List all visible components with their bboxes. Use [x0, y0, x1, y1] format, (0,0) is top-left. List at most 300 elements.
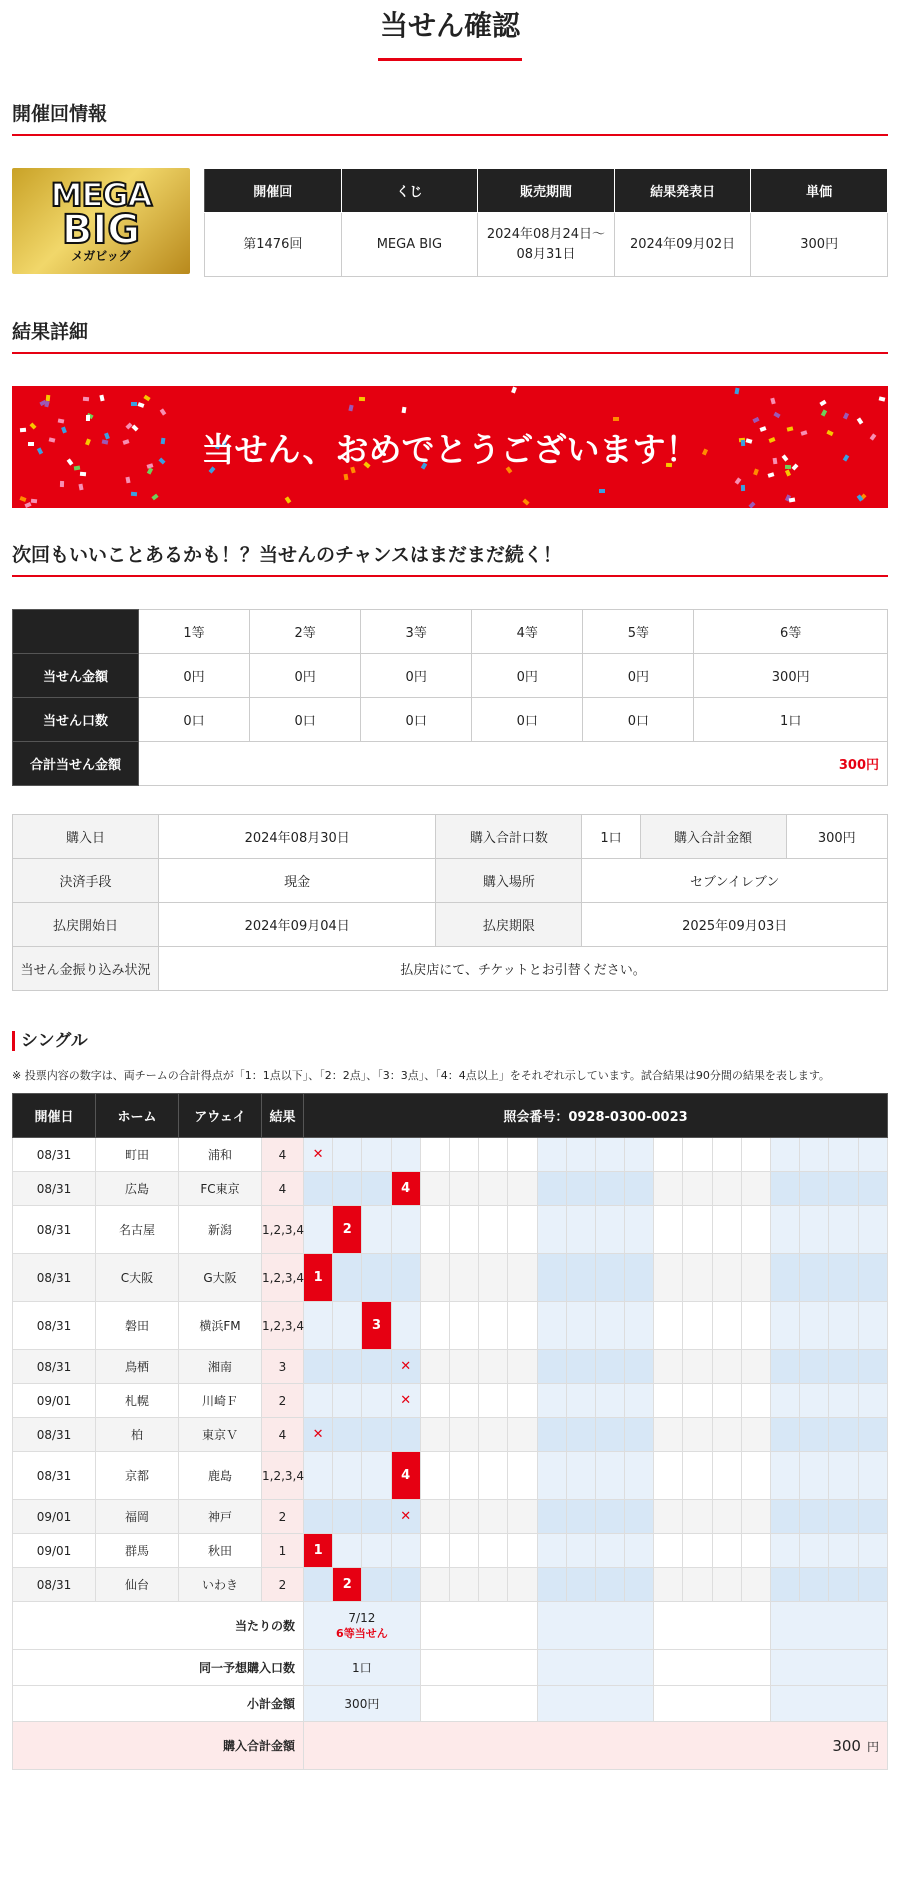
grid-cell [508, 1206, 537, 1254]
grid-cell [362, 1500, 391, 1534]
grid-cell [362, 1568, 391, 1602]
grid-cell [420, 1534, 449, 1568]
confetti-piece [759, 426, 766, 432]
grid-cell [304, 1206, 333, 1254]
grid-row [13, 1452, 888, 1500]
grid-cell [566, 1254, 595, 1302]
grid-cell [333, 1384, 362, 1418]
row-home: 広島 [96, 1172, 179, 1206]
pick-miss-mark: ✕ [391, 1384, 420, 1418]
grid-cell [712, 1350, 741, 1384]
confetti-piece [348, 405, 353, 412]
confetti-piece [402, 407, 407, 414]
confetti-piece [85, 439, 91, 446]
grid-cell [449, 1418, 478, 1452]
grand-total-number: 300 [832, 1736, 861, 1755]
grid-cell [595, 1302, 624, 1350]
row-home: 札幌 [96, 1384, 179, 1418]
grid-cell [683, 1500, 712, 1534]
grid-cell [771, 1650, 888, 1686]
row-away: FC東京 [179, 1172, 262, 1206]
grid-cell [771, 1172, 800, 1206]
confetti-piece [753, 468, 759, 475]
confetti-piece [60, 481, 64, 487]
row-result: 4 [262, 1138, 304, 1172]
confetti-piece [30, 423, 37, 430]
refund-end-value: 2025年09月03日 [582, 903, 888, 947]
grid-cell [595, 1350, 624, 1384]
grid-cell [333, 1534, 362, 1568]
rank-5: 5等 [583, 610, 694, 654]
row-date: 08/31 [13, 1254, 96, 1302]
grid-row [13, 1500, 888, 1534]
grid-cell [771, 1602, 888, 1650]
grid-cell [420, 1602, 537, 1650]
grid-cell [595, 1206, 624, 1254]
confetti-piece [772, 457, 777, 463]
grid-row [13, 1384, 888, 1418]
grid-cell [508, 1452, 537, 1500]
grid-cell [771, 1686, 888, 1722]
grid-cell [449, 1568, 478, 1602]
total-prize-value: 300円 [139, 742, 888, 786]
grid-cell [508, 1172, 537, 1206]
pick-hit-mark: 2 [333, 1206, 362, 1254]
confetti-piece [151, 493, 158, 500]
congrats-banner [12, 386, 888, 508]
row-away: 湘南 [179, 1350, 262, 1384]
hits-row-prize-text: 6等当せん [336, 1626, 388, 1640]
grid-cell [771, 1568, 800, 1602]
info-header-price: 単価 [751, 169, 888, 213]
grid-cell [858, 1254, 887, 1302]
grid-cell [654, 1384, 683, 1418]
grid-cell [771, 1138, 800, 1172]
place-value: セブンイレブン [582, 859, 888, 903]
confetti-piece [792, 464, 799, 471]
grid-row [13, 1534, 888, 1568]
confetti-piece [820, 399, 827, 406]
row-home: 仙台 [96, 1568, 179, 1602]
grid-cell [741, 1254, 770, 1302]
purchase-amount-label: 購入合計金額 [640, 815, 786, 859]
grid-cell [508, 1568, 537, 1602]
grid-cell [566, 1418, 595, 1452]
grid-cell [362, 1384, 391, 1418]
grid-row [13, 1418, 888, 1452]
grid-cell [420, 1500, 449, 1534]
grid-cell [858, 1384, 887, 1418]
info-result-date: 2024年09月02日 [614, 213, 751, 277]
total-prize-label: 合計当せん金額 [13, 742, 139, 786]
transfer-label: 当せん金振り込み状況 [13, 947, 159, 991]
grid-cell [362, 1418, 391, 1452]
grid-cell [625, 1138, 654, 1172]
grid-cell [595, 1452, 624, 1500]
grid-cell [829, 1302, 858, 1350]
grid-cell [654, 1686, 771, 1722]
confetti-piece [773, 412, 780, 418]
confetti-piece [131, 492, 137, 496]
payment-value: 現金 [159, 859, 436, 903]
confetti-piece [781, 454, 788, 461]
page-title: 当せん確認 [379, 9, 520, 42]
grid-cell [683, 1254, 712, 1302]
grid-cell [479, 1452, 508, 1500]
hits-row-value [304, 1602, 421, 1650]
refund-end-label: 払戻期限 [436, 903, 582, 947]
amount-6: 300円 [694, 654, 888, 698]
grid-cell [449, 1534, 478, 1568]
row-away: いわき [179, 1568, 262, 1602]
grid-cell [449, 1452, 478, 1500]
grid-cell [479, 1534, 508, 1568]
grid-cell [771, 1302, 800, 1350]
grid-cell [333, 1500, 362, 1534]
prize-table [12, 609, 888, 786]
grid-cell [858, 1206, 887, 1254]
grid-cell [449, 1302, 478, 1350]
grid-row [13, 1302, 888, 1350]
count-1: 0口 [139, 698, 250, 742]
row-date: 08/31 [13, 1350, 96, 1384]
hits-row-value-text: 7/12 [348, 1610, 376, 1625]
grid-cell [771, 1452, 800, 1500]
grid-cell [566, 1452, 595, 1500]
grid-cell [362, 1172, 391, 1206]
grid-cell [595, 1384, 624, 1418]
grid-cell [508, 1138, 537, 1172]
row-result: 1,2,3,4 [262, 1254, 304, 1302]
grid-cell [800, 1254, 829, 1302]
rank-6: 6等 [694, 610, 888, 654]
purchase-date: 2024年08月30日 [159, 815, 436, 859]
subtotal-row [13, 1686, 888, 1722]
row-away: 新潟 [179, 1206, 262, 1254]
grid-cell [625, 1534, 654, 1568]
result-section-title: 結果詳細 [12, 317, 888, 354]
grid-cell [304, 1172, 333, 1206]
grid-cell [654, 1602, 771, 1650]
grid-cell [712, 1452, 741, 1500]
rank-4: 4等 [472, 610, 583, 654]
grid-cell [654, 1138, 683, 1172]
grid-cell [333, 1452, 362, 1500]
row-result: 1,2,3,4 [262, 1452, 304, 1500]
place-label: 購入場所 [436, 859, 582, 903]
grid-cell [420, 1302, 449, 1350]
info-period: 2024年08月24日〜08月31日 [478, 213, 615, 277]
grid-cell [566, 1534, 595, 1568]
grid-cell [771, 1254, 800, 1302]
info-round: 第1476回 [205, 213, 342, 277]
confetti-piece [786, 427, 793, 432]
grid-cell [333, 1138, 362, 1172]
pick-hit-mark: 1 [304, 1534, 333, 1568]
grid-cell [858, 1172, 887, 1206]
grid-cell [449, 1384, 478, 1418]
grid-cell [683, 1350, 712, 1384]
grid-cell [420, 1206, 449, 1254]
grid-cell [595, 1138, 624, 1172]
confetti-piece [735, 387, 740, 394]
grid-cell [479, 1568, 508, 1602]
title-underline [378, 58, 522, 61]
grid-cell [800, 1206, 829, 1254]
confetti-piece [800, 430, 807, 436]
grid-cell [566, 1568, 595, 1602]
amount-2: 0円 [250, 654, 361, 698]
row-result: 3 [262, 1350, 304, 1384]
confetti-piece [102, 439, 109, 444]
grid-header-date: 開催日 [13, 1094, 96, 1138]
grid-cell [391, 1418, 420, 1452]
row-home: 鳥栖 [96, 1350, 179, 1384]
subtotal-row-value [304, 1686, 421, 1722]
count-3: 0口 [361, 698, 472, 742]
grid-cell [333, 1302, 362, 1350]
grid-cell [829, 1534, 858, 1568]
grid-cell [508, 1350, 537, 1384]
confetti-piece [104, 432, 110, 439]
grid-cell [800, 1452, 829, 1500]
grid-cell [566, 1384, 595, 1418]
grid-cell [304, 1302, 333, 1350]
grid-cell [858, 1350, 887, 1384]
grid-row [13, 1350, 888, 1384]
prize-corner [13, 610, 139, 654]
row-home: 群馬 [96, 1534, 179, 1568]
grid-cell [683, 1206, 712, 1254]
grid-cell [625, 1500, 654, 1534]
row-away: 横浜FM [179, 1302, 262, 1350]
grid-cell [771, 1500, 800, 1534]
grid-cell [654, 1206, 683, 1254]
row-date: 08/31 [13, 1568, 96, 1602]
info-row [12, 168, 888, 277]
grid-row [13, 1254, 888, 1302]
grid-cell [537, 1534, 566, 1568]
grid-cell [741, 1534, 770, 1568]
row-date: 08/31 [13, 1452, 96, 1500]
row-result: 2 [262, 1500, 304, 1534]
row-home: 福岡 [96, 1500, 179, 1534]
confetti-piece [702, 449, 708, 456]
grid-cell [858, 1500, 887, 1534]
grid-cell [595, 1254, 624, 1302]
row-result: 2 [262, 1384, 304, 1418]
grid-cell [800, 1138, 829, 1172]
pick-hit-mark: 1 [304, 1254, 333, 1302]
grid-cell [449, 1138, 478, 1172]
row-date: 08/31 [13, 1206, 96, 1254]
confetti-piece [48, 438, 55, 443]
pick-miss-mark: ✕ [391, 1350, 420, 1384]
confetti-piece [158, 458, 165, 465]
confetti-piece [125, 477, 130, 484]
grid-cell [479, 1500, 508, 1534]
grid-cell [625, 1302, 654, 1350]
grid-cell [479, 1418, 508, 1452]
grid-cell [479, 1302, 508, 1350]
confetti-piece [78, 484, 83, 491]
grand-total-value [304, 1722, 888, 1770]
grid-cell [654, 1254, 683, 1302]
grid-cell [537, 1686, 654, 1722]
grand-total-unit: 円 [866, 1739, 879, 1754]
confetti-piece [752, 417, 759, 423]
grid-cell [479, 1172, 508, 1206]
confetti-piece [79, 471, 85, 476]
row-away: 川崎Ｆ [179, 1384, 262, 1418]
row-home: C大阪 [96, 1254, 179, 1302]
grid-cell [654, 1350, 683, 1384]
grid-row [13, 1172, 888, 1206]
grid-cell [537, 1650, 654, 1686]
confetti-piece [131, 425, 138, 432]
row-result: 1,2,3,4 [262, 1206, 304, 1254]
grid-cell [829, 1500, 858, 1534]
grid-cell [654, 1650, 771, 1686]
confetti-piece [768, 473, 775, 479]
purchase-date-label: 購入日 [13, 815, 159, 859]
grid-cell [566, 1302, 595, 1350]
row-date: 09/01 [13, 1384, 96, 1418]
confetti-piece [599, 489, 605, 493]
purchase-amount: 300円 [786, 815, 887, 859]
grid-cell [712, 1172, 741, 1206]
grid-cell [537, 1500, 566, 1534]
subtotal-row-value-text: 300円 [344, 1697, 380, 1711]
grid-cell [595, 1172, 624, 1206]
grid-cell [362, 1206, 391, 1254]
grid-cell [771, 1384, 800, 1418]
confetti-piece [741, 484, 745, 490]
grid-cell [800, 1500, 829, 1534]
row-away: 神戸 [179, 1500, 262, 1534]
refund-start-label: 払戻開始日 [13, 903, 159, 947]
grid-cell [420, 1568, 449, 1602]
confetti-piece [37, 448, 43, 455]
subtotal-row-label: 小計金額 [13, 1686, 304, 1722]
grid-cell [800, 1384, 829, 1418]
grid-cell [771, 1350, 800, 1384]
pick-hit-mark: 4 [391, 1452, 420, 1500]
same-units-row-value [304, 1650, 421, 1686]
pick-miss-mark: ✕ [304, 1138, 333, 1172]
grand-total-label: 購入合計金額 [13, 1722, 304, 1770]
grid-cell [537, 1384, 566, 1418]
logo-big-text: BIG [61, 207, 141, 253]
grid-cell [566, 1172, 595, 1206]
grid-cell [625, 1568, 654, 1602]
same-units-row [13, 1650, 888, 1686]
grid-cell [683, 1568, 712, 1602]
purchase-table [12, 814, 888, 991]
grand-total-row [13, 1722, 888, 1770]
single-ticket-grid [12, 1093, 888, 1770]
grid-cell [625, 1350, 654, 1384]
grid-cell [741, 1452, 770, 1500]
confetti-piece [19, 427, 25, 432]
grid-cell [858, 1138, 887, 1172]
grid-cell [712, 1534, 741, 1568]
hits-row-label: 当たりの数 [13, 1602, 304, 1650]
count-5: 0口 [583, 698, 694, 742]
amount-label: 当せん金額 [13, 654, 139, 698]
grid-cell [712, 1138, 741, 1172]
info-table [204, 168, 888, 277]
grid-cell [829, 1384, 858, 1418]
grid-cell [508, 1534, 537, 1568]
purchase-units: 1口 [582, 815, 640, 859]
rank-2: 2等 [250, 610, 361, 654]
grid-cell [625, 1254, 654, 1302]
congrats-text: 当せん、おめでとうございます！ [201, 429, 699, 469]
grid-cell [683, 1534, 712, 1568]
purchase-units-label: 購入合計口数 [436, 815, 582, 859]
grid-cell [595, 1500, 624, 1534]
amount-4: 0円 [472, 654, 583, 698]
grid-cell [508, 1418, 537, 1452]
info-section-title: 開催回情報 [12, 99, 888, 136]
grid-cell [741, 1418, 770, 1452]
grid-cell [420, 1254, 449, 1302]
grid-cell [829, 1206, 858, 1254]
grid-cell [712, 1254, 741, 1302]
grid-cell [362, 1350, 391, 1384]
grid-cell [771, 1206, 800, 1254]
single-section-title: シングル [12, 1031, 888, 1051]
grid-cell [508, 1500, 537, 1534]
confetti-piece [28, 442, 34, 446]
confetti-piece [879, 396, 886, 401]
grid-cell [741, 1302, 770, 1350]
mega-big-logo [12, 168, 190, 274]
confetti-piece [741, 439, 745, 445]
row-date: 09/01 [13, 1534, 96, 1568]
confetti-piece [99, 395, 104, 402]
grid-cell [800, 1418, 829, 1452]
grid-cell [712, 1500, 741, 1534]
grid-cell [800, 1350, 829, 1384]
row-date: 09/01 [13, 1500, 96, 1534]
grid-cell [654, 1418, 683, 1452]
confetti-piece [123, 439, 130, 445]
grid-cell [420, 1686, 537, 1722]
grid-cell [449, 1500, 478, 1534]
row-away: G大阪 [179, 1254, 262, 1302]
logo-mega-text: MEGA [50, 176, 152, 214]
confetti-piece [147, 468, 153, 475]
grid-cell [712, 1568, 741, 1602]
vote-note: ※ 投票内容の数字は、両チームの合計得点が「1：1点以下」、「2：2点」、「3：3点」、「4：4点以上」をそれぞれ示しています。試合結果は90分間の結果を表します。 [12, 1069, 830, 1082]
grid-cell [712, 1302, 741, 1350]
grid-cell [683, 1384, 712, 1418]
confetti-piece [44, 400, 49, 407]
row-date: 08/31 [13, 1302, 96, 1350]
confetti-piece [61, 427, 67, 434]
row-date: 08/31 [13, 1418, 96, 1452]
confetti-piece [522, 499, 529, 506]
grid-cell [625, 1418, 654, 1452]
info-header-round: 開催回 [205, 169, 342, 213]
confetti-piece [613, 417, 619, 421]
grid-cell [625, 1206, 654, 1254]
confetti-piece [144, 394, 151, 401]
grid-cell [625, 1452, 654, 1500]
confetti-piece [789, 497, 796, 502]
